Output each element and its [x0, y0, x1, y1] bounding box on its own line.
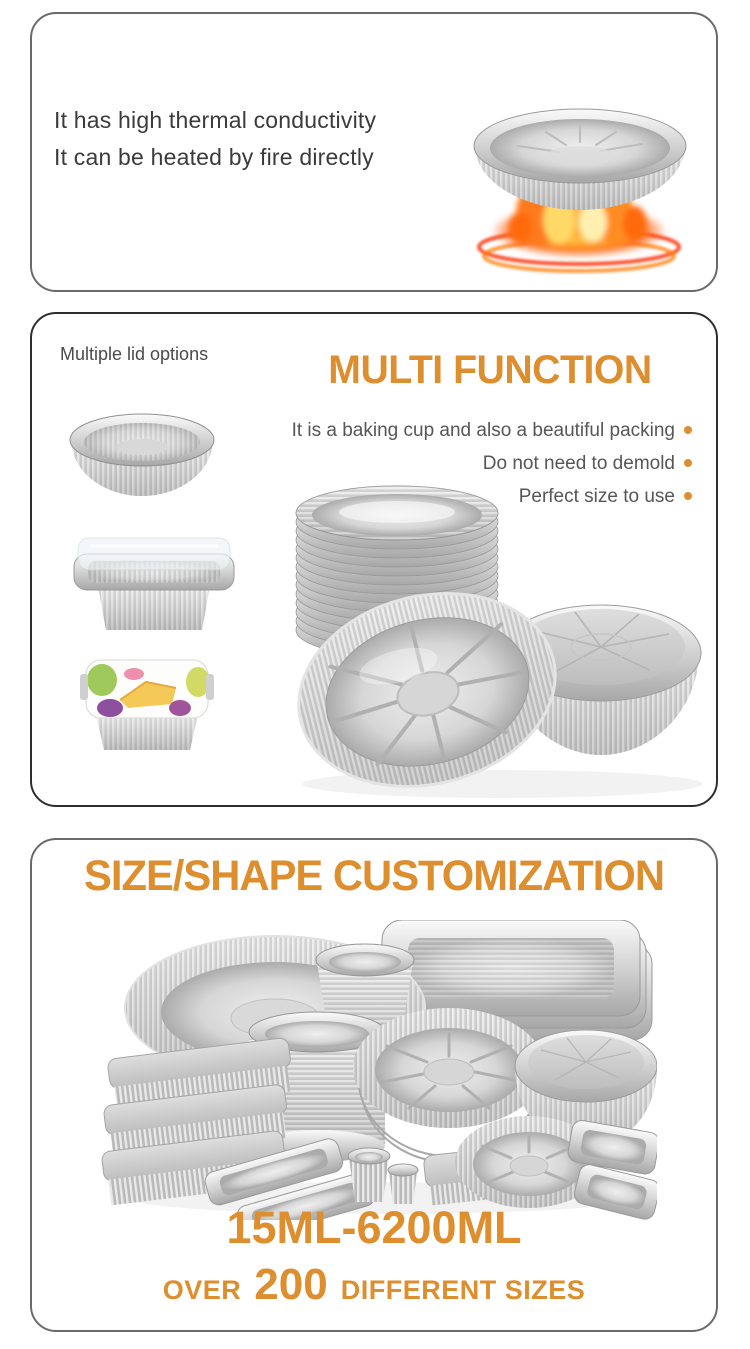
multifunction-title: MULTI FUNCTION: [328, 348, 652, 392]
lid-options-label: Multiple lid options: [60, 344, 209, 364]
thermal-text-block: [54, 102, 376, 176]
stacked-round-foil-pans-image: [287, 472, 719, 804]
customization-title: SIZE/SHAPE CUSTOMIZATION: [83, 852, 664, 900]
multifunction-card: [30, 312, 718, 807]
bullet-dot-icon: [684, 459, 692, 467]
benefit-text: It is a baking cup and also a beautiful packing: [291, 420, 675, 441]
sizes-over-label: OVER: [162, 1275, 242, 1305]
customization-card: [30, 838, 718, 1332]
sizes-count: 200: [254, 1260, 328, 1309]
assorted-foil-containers-pile-image: [97, 920, 657, 1220]
thermal-card: [30, 12, 718, 292]
benefit-text: Perfect size to use: [518, 486, 675, 507]
thermal-line-1: It has high thermal conductivity: [54, 107, 377, 133]
foil-pan-over-fire-image: [460, 90, 702, 282]
benefit-text: Do not need to demold: [482, 453, 675, 474]
rect-foil-tray-with-clear-lid-image: [66, 524, 242, 638]
foil-container-with-printed-lid-image: [72, 652, 222, 754]
bullet-dot-icon: [684, 426, 692, 434]
thermal-line-2: It can be heated by fire directly: [54, 144, 374, 170]
round-foil-bowl-image: [62, 402, 222, 510]
sizes-suffix-label: DIFFERENT SIZES: [340, 1275, 586, 1305]
volume-range: 15ML-6200ML: [226, 1202, 522, 1253]
sizes-line: [32, 1260, 716, 1310]
benefit-item: [292, 414, 692, 447]
